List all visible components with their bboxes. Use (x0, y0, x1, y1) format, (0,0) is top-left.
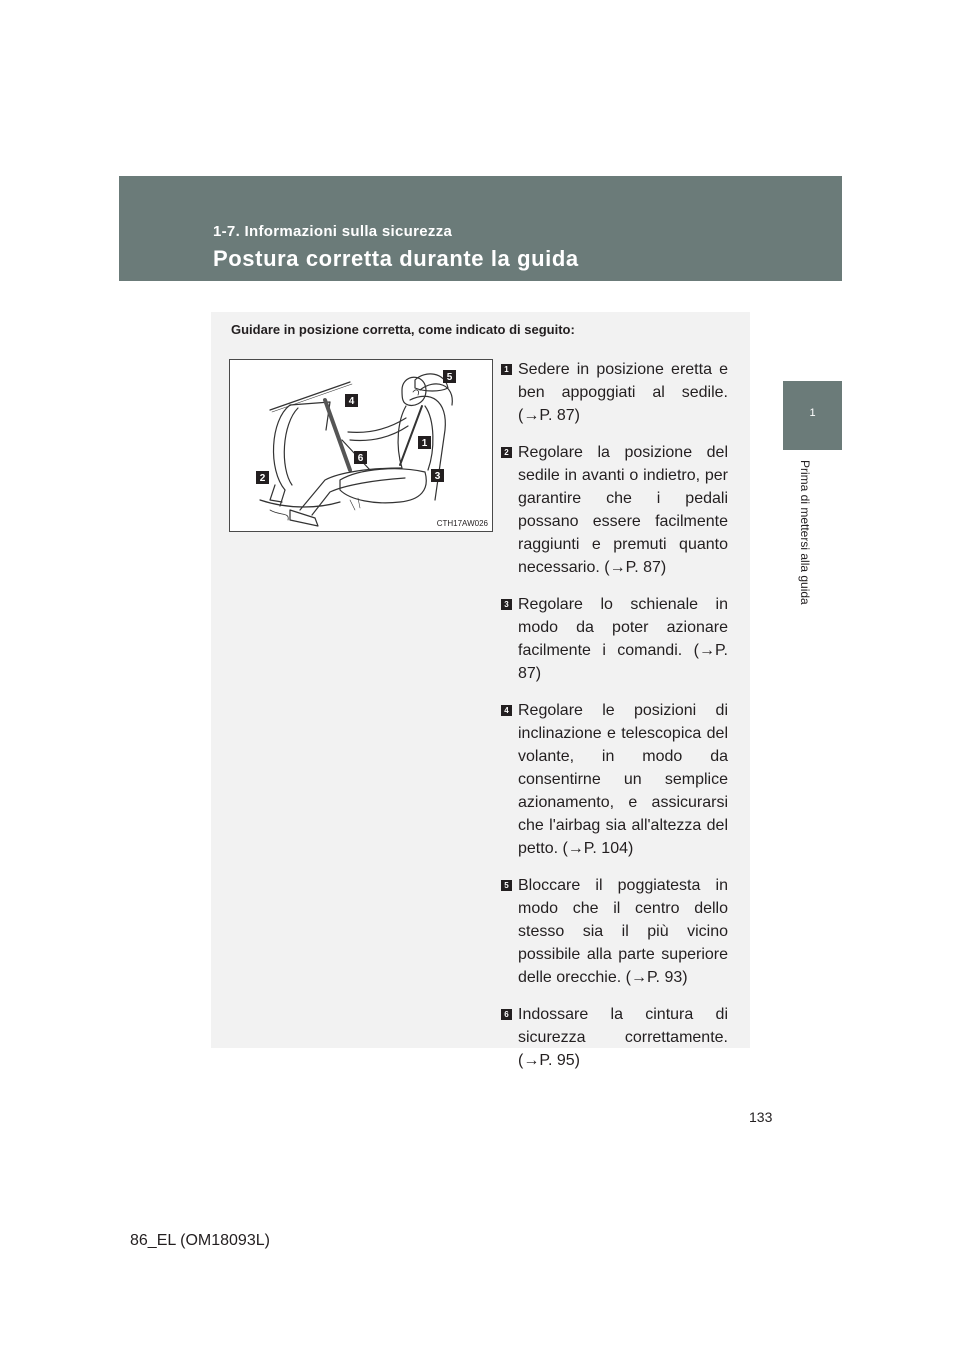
step-text: Sedere in posizione eretta e ben appoggiati al sedile. (→P. 87) (518, 361, 728, 424)
page-title: Postura corretta durante la guida (213, 246, 579, 271)
step-number-badge: 1 (501, 364, 512, 375)
step-text: Regolare la posizione del sedile in avanti o indietro, per garantire che i pedali possano essere facilmente raggiunti e premuti quanto necessario. (→P. 87) (518, 444, 728, 576)
callout-4 (345, 394, 358, 407)
callout-3 (431, 469, 444, 482)
list-item (501, 874, 728, 989)
callout-5 (443, 370, 456, 383)
list-item (501, 699, 728, 860)
content-box (211, 312, 750, 1069)
callout-6 (354, 451, 367, 464)
list-item (501, 593, 728, 685)
callout-5-label: 5 (446, 372, 453, 383)
driver-illustration (230, 360, 492, 531)
step-text: Regolare le posizioni di inclinazione e telescopica del volante, in modo da consentirne un semplice azionamento, e assicurarsi che l'airbag sia all'altezza del petto. (→P. 104) (518, 702, 728, 857)
step-text: Bloccare il poggiatesta in modo che il centro dello stesso sia il più vicino possibile alla parte superiore delle orecchie. (→P. 93) (518, 877, 728, 986)
step-text: Regolare lo schienale in modo da poter azionare facilmente i comandi. (→P. 87) (518, 596, 728, 682)
step-number-badge: 5 (501, 880, 512, 891)
instruction-list (501, 358, 728, 1086)
step-number-badge: 6 (501, 1009, 512, 1020)
step-number-badge: 2 (501, 447, 512, 458)
step-number-badge: 4 (501, 705, 512, 716)
section-label: 1-7. Informazioni sulla sicurezza (213, 223, 453, 240)
header-band (119, 176, 842, 281)
chapter-name: Prima di mettersi alla guida (798, 460, 812, 605)
intro-text: Guidare in posizione corretta, come indicato di seguito: (231, 322, 575, 337)
page-number: 133 (749, 1109, 773, 1125)
chapter-number: 1 (809, 407, 816, 419)
document-code: 86_EL (OM18093L) (130, 1232, 270, 1249)
list-item (501, 1003, 728, 1072)
callout-1 (418, 436, 431, 449)
callout-1-label: 1 (421, 438, 428, 449)
chapter-tab (783, 381, 842, 450)
callout-6-label: 6 (357, 453, 364, 464)
driving-posture-figure (229, 359, 493, 532)
callout-4-label: 4 (348, 396, 355, 407)
callout-3-label: 3 (434, 471, 441, 482)
step-number-badge: 3 (501, 599, 512, 610)
list-item (501, 358, 728, 427)
callout-2 (256, 471, 269, 484)
callout-2-label: 2 (259, 473, 266, 484)
step-text: Indossare la cintura di sicurezza correttamente. (→P. 95) (518, 1006, 728, 1069)
figure-code: CTH17AW026 (436, 519, 488, 528)
list-item (501, 441, 728, 579)
